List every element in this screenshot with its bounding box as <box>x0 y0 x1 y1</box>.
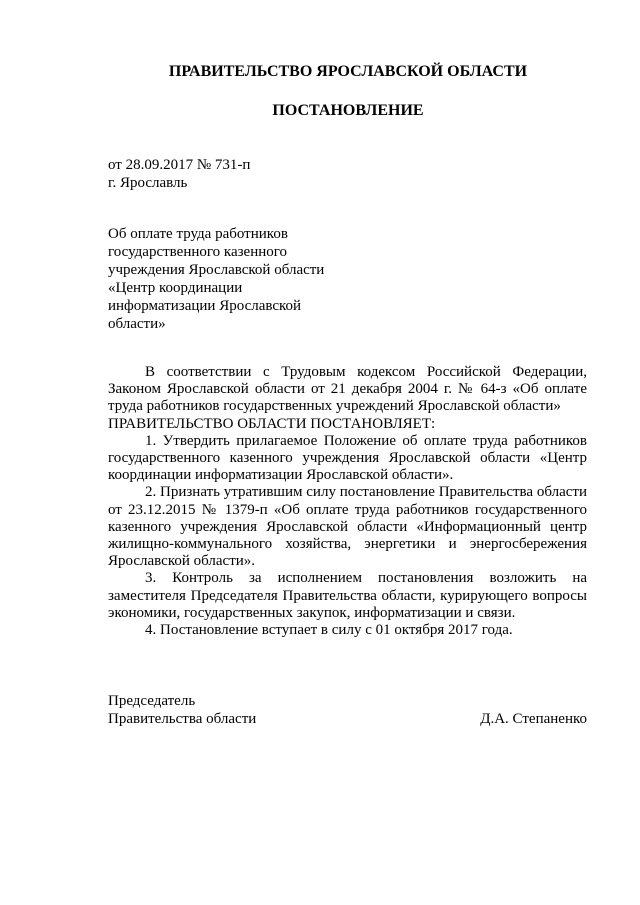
subject-line: учреждения Ярославской области <box>108 262 325 278</box>
signature-block <box>108 692 587 728</box>
signature-row <box>108 710 587 728</box>
document-meta <box>108 156 250 192</box>
city: г. Ярославль <box>108 175 188 191</box>
document-type-title: ПОСТАНОВЛЕНИЕ <box>272 102 424 119</box>
signatory-name: Д.А. Степаненко <box>480 711 587 727</box>
resolution-item-2: 2. Признать утратившим силу постановление Правительства области от 23.12.2015 № 1379-п «Об оплате труда работников государственного казенного учреждения Ярославской области «Информационный центр жилищно-коммунального хозяйства, энергетики и энергосбережения Ярославской области». <box>108 484 587 570</box>
resolution-item-3: 3. Контроль за исполнением постановления возложить на заместителя Председателя Правительства области, курирующего вопросы экономики, государственных закупок, информатизации и связи. <box>108 570 587 621</box>
preamble-paragraph: В соответствии с Трудовым кодексом Российской Федерации, Законом Ярославской области от 21 декабря 2004 г. № 64-з «Об оплате труда работников государственных учреждений Ярославской области» <box>108 364 587 415</box>
signatory-position-line2: Правительства области <box>108 711 257 727</box>
subject-line: Об оплате труда работников <box>108 226 288 242</box>
subject-line: «Центр координации <box>108 280 243 296</box>
document-subject <box>108 225 368 333</box>
government-title: ПРАВИТЕЛЬСТВО ЯРОСЛАВСКОЙ ОБЛАСТИ <box>168 63 528 80</box>
date-number: от 28.09.2017 № 731-п <box>108 157 251 173</box>
resolves-line: ПРАВИТЕЛЬСТВО ОБЛАСТИ ПОСТАНОВЛЯЕТ: <box>108 415 436 432</box>
signatory-position-line1: Председатель <box>108 693 196 709</box>
subject-line: области» <box>108 316 166 332</box>
resolution-item-4: 4. Постановление вступает в силу с 01 октября 2017 года. <box>145 622 513 639</box>
subject-line: государственного казенного <box>108 244 288 260</box>
document-body <box>108 364 587 639</box>
resolution-item-1: 1. Утвердить прилагаемое Положение об оплате труда работников государственного казенного учреждения Ярославской области «Центр координации информатизации Ярославской области». <box>108 432 587 484</box>
subject-line: информатизации Ярославской <box>108 298 302 314</box>
